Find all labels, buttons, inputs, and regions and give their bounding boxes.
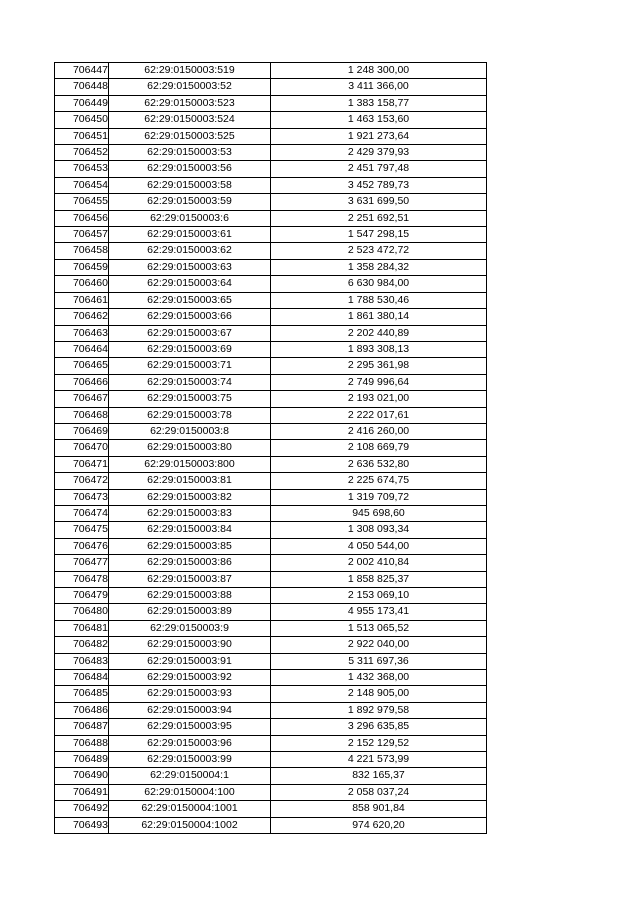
table-row (55, 440, 487, 456)
table-row (55, 637, 487, 653)
row-number-cell: 706483 (55, 653, 109, 669)
row-number-cell: 706449 (55, 95, 109, 111)
table-row (55, 423, 487, 439)
row-number-cell: 706467 (55, 391, 109, 407)
cadastral-value-cell: 1 861 380,14 (271, 309, 487, 325)
cadastral-value-cell: 2 153 069,10 (271, 588, 487, 604)
cadastral-value-table (54, 62, 487, 834)
table-row (55, 79, 487, 95)
cadastral-value-cell: 2 922 040,00 (271, 637, 487, 653)
table-row (55, 276, 487, 292)
cadastral-number-cell: 62:29:0150004:100 (109, 784, 271, 800)
cadastral-value-cell: 945 698,60 (271, 505, 487, 521)
table-row (55, 702, 487, 718)
table-row (55, 604, 487, 620)
cadastral-value-cell: 3 631 699,50 (271, 194, 487, 210)
row-number-cell: 706482 (55, 637, 109, 653)
table-row (55, 670, 487, 686)
table-row (55, 194, 487, 210)
cadastral-value-cell: 3 411 366,00 (271, 79, 487, 95)
cadastral-number-cell: 62:29:0150003:80 (109, 440, 271, 456)
cadastral-value-cell: 1 463 153,60 (271, 112, 487, 128)
cadastral-number-cell: 62:29:0150003:87 (109, 571, 271, 587)
cadastral-value-cell: 858 901,84 (271, 801, 487, 817)
table-row (55, 243, 487, 259)
cadastral-number-cell: 62:29:0150003:59 (109, 194, 271, 210)
row-number-cell: 706484 (55, 670, 109, 686)
table-row (55, 473, 487, 489)
table-row (55, 620, 487, 636)
cadastral-number-cell: 62:29:0150003:523 (109, 95, 271, 111)
row-number-cell: 706454 (55, 177, 109, 193)
cadastral-value-cell: 1 308 093,34 (271, 522, 487, 538)
row-number-cell: 706471 (55, 456, 109, 472)
cadastral-value-cell: 3 452 789,73 (271, 177, 487, 193)
row-number-cell: 706490 (55, 768, 109, 784)
cadastral-number-cell: 62:29:0150003:74 (109, 374, 271, 390)
cadastral-number-cell: 62:29:0150003:82 (109, 489, 271, 505)
cadastral-value-cell: 2 225 674,75 (271, 473, 487, 489)
cadastral-value-cell: 1 893 308,13 (271, 341, 487, 357)
cadastral-number-cell: 62:29:0150003:99 (109, 752, 271, 768)
cadastral-number-cell: 62:29:0150003:89 (109, 604, 271, 620)
cadastral-value-cell: 2 002 410,84 (271, 555, 487, 571)
row-number-cell: 706460 (55, 276, 109, 292)
cadastral-value-cell: 2 202 440,89 (271, 325, 487, 341)
table-row (55, 407, 487, 423)
cadastral-number-cell: 62:29:0150003:524 (109, 112, 271, 128)
table-row (55, 686, 487, 702)
table-row (55, 259, 487, 275)
cadastral-number-cell: 62:29:0150003:95 (109, 719, 271, 735)
cadastral-number-cell: 62:29:0150003:66 (109, 309, 271, 325)
cadastral-value-cell: 2 451 797,48 (271, 161, 487, 177)
row-number-cell: 706456 (55, 210, 109, 226)
table-row (55, 768, 487, 784)
cadastral-number-cell: 62:29:0150003:800 (109, 456, 271, 472)
cadastral-value-cell: 1 921 273,64 (271, 128, 487, 144)
cadastral-value-cell: 1 513 065,52 (271, 620, 487, 636)
row-number-cell: 706487 (55, 719, 109, 735)
cadastral-value-cell: 2 523 472,72 (271, 243, 487, 259)
cadastral-number-cell: 62:29:0150003:88 (109, 588, 271, 604)
cadastral-number-cell: 62:29:0150003:93 (109, 686, 271, 702)
table-row (55, 145, 487, 161)
cadastral-number-cell: 62:29:0150003:84 (109, 522, 271, 538)
row-number-cell: 706479 (55, 588, 109, 604)
cadastral-number-cell: 62:29:0150003:67 (109, 325, 271, 341)
row-number-cell: 706469 (55, 423, 109, 439)
cadastral-value-cell: 1 358 284,32 (271, 259, 487, 275)
table-row (55, 210, 487, 226)
row-number-cell: 706464 (55, 341, 109, 357)
cadastral-number-cell: 62:29:0150003:78 (109, 407, 271, 423)
table-row (55, 341, 487, 357)
cadastral-number-cell: 62:29:0150003:69 (109, 341, 271, 357)
table-row (55, 325, 487, 341)
row-number-cell: 706458 (55, 243, 109, 259)
cadastral-number-cell: 62:29:0150003:92 (109, 670, 271, 686)
cadastral-value-cell: 1 547 298,15 (271, 227, 487, 243)
cadastral-number-cell: 62:29:0150003:519 (109, 63, 271, 79)
cadastral-value-cell: 4 955 173,41 (271, 604, 487, 620)
row-number-cell: 706488 (55, 735, 109, 751)
cadastral-number-cell: 62:29:0150003:6 (109, 210, 271, 226)
row-number-cell: 706451 (55, 128, 109, 144)
cadastral-value-cell: 4 221 573,99 (271, 752, 487, 768)
cadastral-value-cell: 2 058 037,24 (271, 784, 487, 800)
table-row (55, 752, 487, 768)
row-number-cell: 706450 (55, 112, 109, 128)
table-row (55, 719, 487, 735)
row-number-cell: 706461 (55, 292, 109, 308)
row-number-cell: 706447 (55, 63, 109, 79)
cadastral-value-cell: 1 319 709,72 (271, 489, 487, 505)
cadastral-value-cell: 1 788 530,46 (271, 292, 487, 308)
row-number-cell: 706468 (55, 407, 109, 423)
cadastral-value-cell: 1 432 368,00 (271, 670, 487, 686)
cadastral-value-cell: 2 295 361,98 (271, 358, 487, 374)
table-row (55, 112, 487, 128)
cadastral-value-cell: 1 248 300,00 (271, 63, 487, 79)
cadastral-value-cell: 2 152 129,52 (271, 735, 487, 751)
cadastral-value-cell: 3 296 635,85 (271, 719, 487, 735)
cadastral-value-cell: 4 050 544,00 (271, 538, 487, 554)
row-number-cell: 706476 (55, 538, 109, 554)
row-number-cell: 706452 (55, 145, 109, 161)
row-number-cell: 706481 (55, 620, 109, 636)
cadastral-number-cell: 62:29:0150003:81 (109, 473, 271, 489)
cadastral-number-cell: 62:29:0150003:96 (109, 735, 271, 751)
table-row (55, 522, 487, 538)
row-number-cell: 706489 (55, 752, 109, 768)
cadastral-number-cell: 62:29:0150003:85 (109, 538, 271, 554)
cadastral-value-cell: 2 108 669,79 (271, 440, 487, 456)
table-row (55, 571, 487, 587)
cadastral-number-cell: 62:29:0150003:90 (109, 637, 271, 653)
cadastral-number-cell: 62:29:0150003:94 (109, 702, 271, 718)
cadastral-number-cell: 62:29:0150003:65 (109, 292, 271, 308)
table-row (55, 555, 487, 571)
cadastral-value-cell: 2 251 692,51 (271, 210, 487, 226)
cadastral-number-cell: 62:29:0150003:62 (109, 243, 271, 259)
row-number-cell: 706462 (55, 309, 109, 325)
table-row (55, 735, 487, 751)
table-row (55, 292, 487, 308)
cadastral-number-cell: 62:29:0150003:63 (109, 259, 271, 275)
row-number-cell: 706477 (55, 555, 109, 571)
cadastral-value-cell: 5 311 697,36 (271, 653, 487, 669)
cadastral-number-cell: 62:29:0150003:52 (109, 79, 271, 95)
table-row (55, 227, 487, 243)
cadastral-value-cell: 1 892 979,58 (271, 702, 487, 718)
row-number-cell: 706474 (55, 505, 109, 521)
cadastral-value-cell: 832 165,37 (271, 768, 487, 784)
row-number-cell: 706457 (55, 227, 109, 243)
row-number-cell: 706480 (55, 604, 109, 620)
cadastral-number-cell: 62:29:0150003:58 (109, 177, 271, 193)
table-row (55, 177, 487, 193)
cadastral-number-cell: 62:29:0150003:61 (109, 227, 271, 243)
cadastral-number-cell: 62:29:0150004:1001 (109, 801, 271, 817)
cadastral-value-cell: 6 630 984,00 (271, 276, 487, 292)
cadastral-value-cell: 974 620,20 (271, 817, 487, 833)
table-row (55, 63, 487, 79)
cadastral-number-cell: 62:29:0150004:1002 (109, 817, 271, 833)
cadastral-number-cell: 62:29:0150003:71 (109, 358, 271, 374)
row-number-cell: 706470 (55, 440, 109, 456)
table-row (55, 128, 487, 144)
table-row (55, 489, 487, 505)
cadastral-number-cell: 62:29:0150003:8 (109, 423, 271, 439)
row-number-cell: 706455 (55, 194, 109, 210)
table-row (55, 309, 487, 325)
row-number-cell: 706473 (55, 489, 109, 505)
cadastral-value-cell: 2 416 260,00 (271, 423, 487, 439)
cadastral-number-cell: 62:29:0150003:53 (109, 145, 271, 161)
row-number-cell: 706472 (55, 473, 109, 489)
cadastral-number-cell: 62:29:0150004:1 (109, 768, 271, 784)
row-number-cell: 706453 (55, 161, 109, 177)
table-row (55, 95, 487, 111)
cadastral-number-cell: 62:29:0150003:91 (109, 653, 271, 669)
row-number-cell: 706465 (55, 358, 109, 374)
table-row (55, 784, 487, 800)
row-number-cell: 706466 (55, 374, 109, 390)
cadastral-number-cell: 62:29:0150003:525 (109, 128, 271, 144)
table-row (55, 588, 487, 604)
cadastral-number-cell: 62:29:0150003:75 (109, 391, 271, 407)
row-number-cell: 706463 (55, 325, 109, 341)
table-body (55, 63, 487, 834)
table-row (55, 358, 487, 374)
cadastral-number-cell: 62:29:0150003:9 (109, 620, 271, 636)
cadastral-value-cell: 2 222 017,61 (271, 407, 487, 423)
row-number-cell: 706485 (55, 686, 109, 702)
cadastral-value-cell: 1 383 158,77 (271, 95, 487, 111)
row-number-cell: 706493 (55, 817, 109, 833)
table-row (55, 161, 487, 177)
table-row (55, 456, 487, 472)
cadastral-number-cell: 62:29:0150003:64 (109, 276, 271, 292)
cadastral-value-cell: 1 858 825,37 (271, 571, 487, 587)
cadastral-value-cell: 2 148 905,00 (271, 686, 487, 702)
table-row (55, 505, 487, 521)
table-row (55, 374, 487, 390)
cadastral-value-cell: 2 636 532,80 (271, 456, 487, 472)
row-number-cell: 706448 (55, 79, 109, 95)
row-number-cell: 706478 (55, 571, 109, 587)
table-row (55, 653, 487, 669)
table-row (55, 801, 487, 817)
cadastral-number-cell: 62:29:0150003:56 (109, 161, 271, 177)
table-row (55, 391, 487, 407)
row-number-cell: 706486 (55, 702, 109, 718)
table-row (55, 817, 487, 833)
cadastral-value-cell: 2 193 021,00 (271, 391, 487, 407)
cadastral-number-cell: 62:29:0150003:86 (109, 555, 271, 571)
table-row (55, 538, 487, 554)
row-number-cell: 706459 (55, 259, 109, 275)
cadastral-value-cell: 2 749 996,64 (271, 374, 487, 390)
cadastral-number-cell: 62:29:0150003:83 (109, 505, 271, 521)
cadastral-value-cell: 2 429 379,93 (271, 145, 487, 161)
row-number-cell: 706491 (55, 784, 109, 800)
row-number-cell: 706492 (55, 801, 109, 817)
row-number-cell: 706475 (55, 522, 109, 538)
